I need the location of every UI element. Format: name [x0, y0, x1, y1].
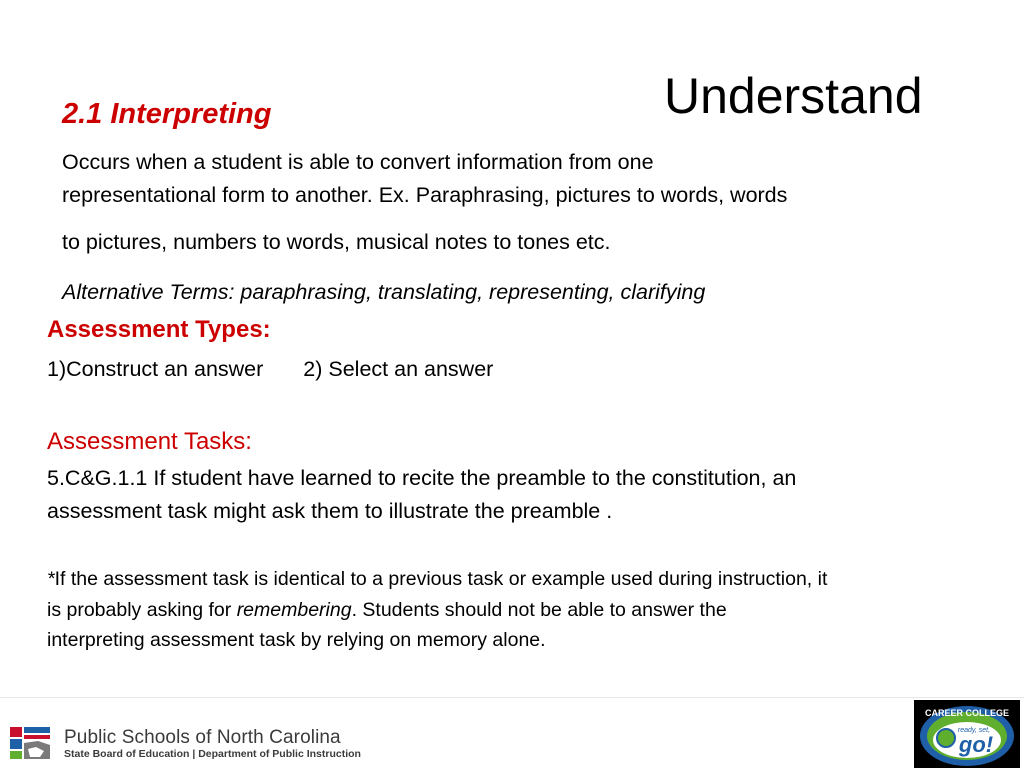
assessment-type-construct: 1)Construct an answer — [47, 357, 264, 381]
badge-top-text: CAREER COLLEGE — [924, 708, 1010, 718]
badge-mid-text: ready, set, — [957, 727, 991, 734]
definition-line: Occurs when a student is able to convert information from one — [62, 150, 654, 174]
note-line: interpreting assessment task by relying on memory alone. — [47, 629, 546, 651]
note-line-2-before: is probably asking for — [47, 598, 237, 621]
task-line: assessment task might ask them to illustrate the preamble . — [47, 499, 613, 523]
career-college-go-badge-icon — [914, 700, 1020, 768]
slide-title: Understand — [664, 68, 923, 124]
note-line-2-after: . Students should not be able to answer the — [351, 598, 727, 621]
note-asterisk: * — [47, 568, 55, 590]
definition-line: to pictures, numbers to words, musical notes to tones etc. — [62, 230, 611, 254]
section-heading: 2.1 Interpreting — [62, 98, 272, 130]
note-line — [47, 595, 1007, 626]
definition-line: representational form to another. Ex. Paraphrasing, pictures to words, words — [62, 183, 788, 207]
note-emphasis: remembering — [236, 598, 352, 621]
alternative-terms: Alternative Terms: paraphrasing, translating, representing, clarifying — [62, 280, 706, 304]
assessment-type-select: 2) Select an answer — [303, 357, 494, 381]
footer-org-subtitle: State Board of Education | Department of Public Instruction — [64, 748, 361, 760]
task-line: 5.C&G.1.1 If student have learned to recite the preamble to the constitution, an — [47, 466, 797, 490]
footer-org-name: Public Schools of North Carolina — [64, 727, 341, 748]
note-paragraph — [47, 564, 1007, 656]
note-line — [47, 564, 1007, 595]
assessment-task-paragraph — [47, 462, 1007, 528]
badge-main-text: go! — [958, 732, 994, 757]
assessment-types-list — [47, 353, 493, 386]
assessment-tasks-heading: Assessment Tasks: — [47, 428, 252, 455]
footer-divider — [0, 697, 1024, 698]
definition-paragraph — [62, 146, 982, 259]
nc-dpi-logo-icon — [8, 725, 52, 761]
assessment-types-heading: Assessment Types: — [47, 316, 271, 343]
note-line-1-text: If the assessment task is identical to a previous task or example used during instruction, it — [54, 568, 828, 590]
